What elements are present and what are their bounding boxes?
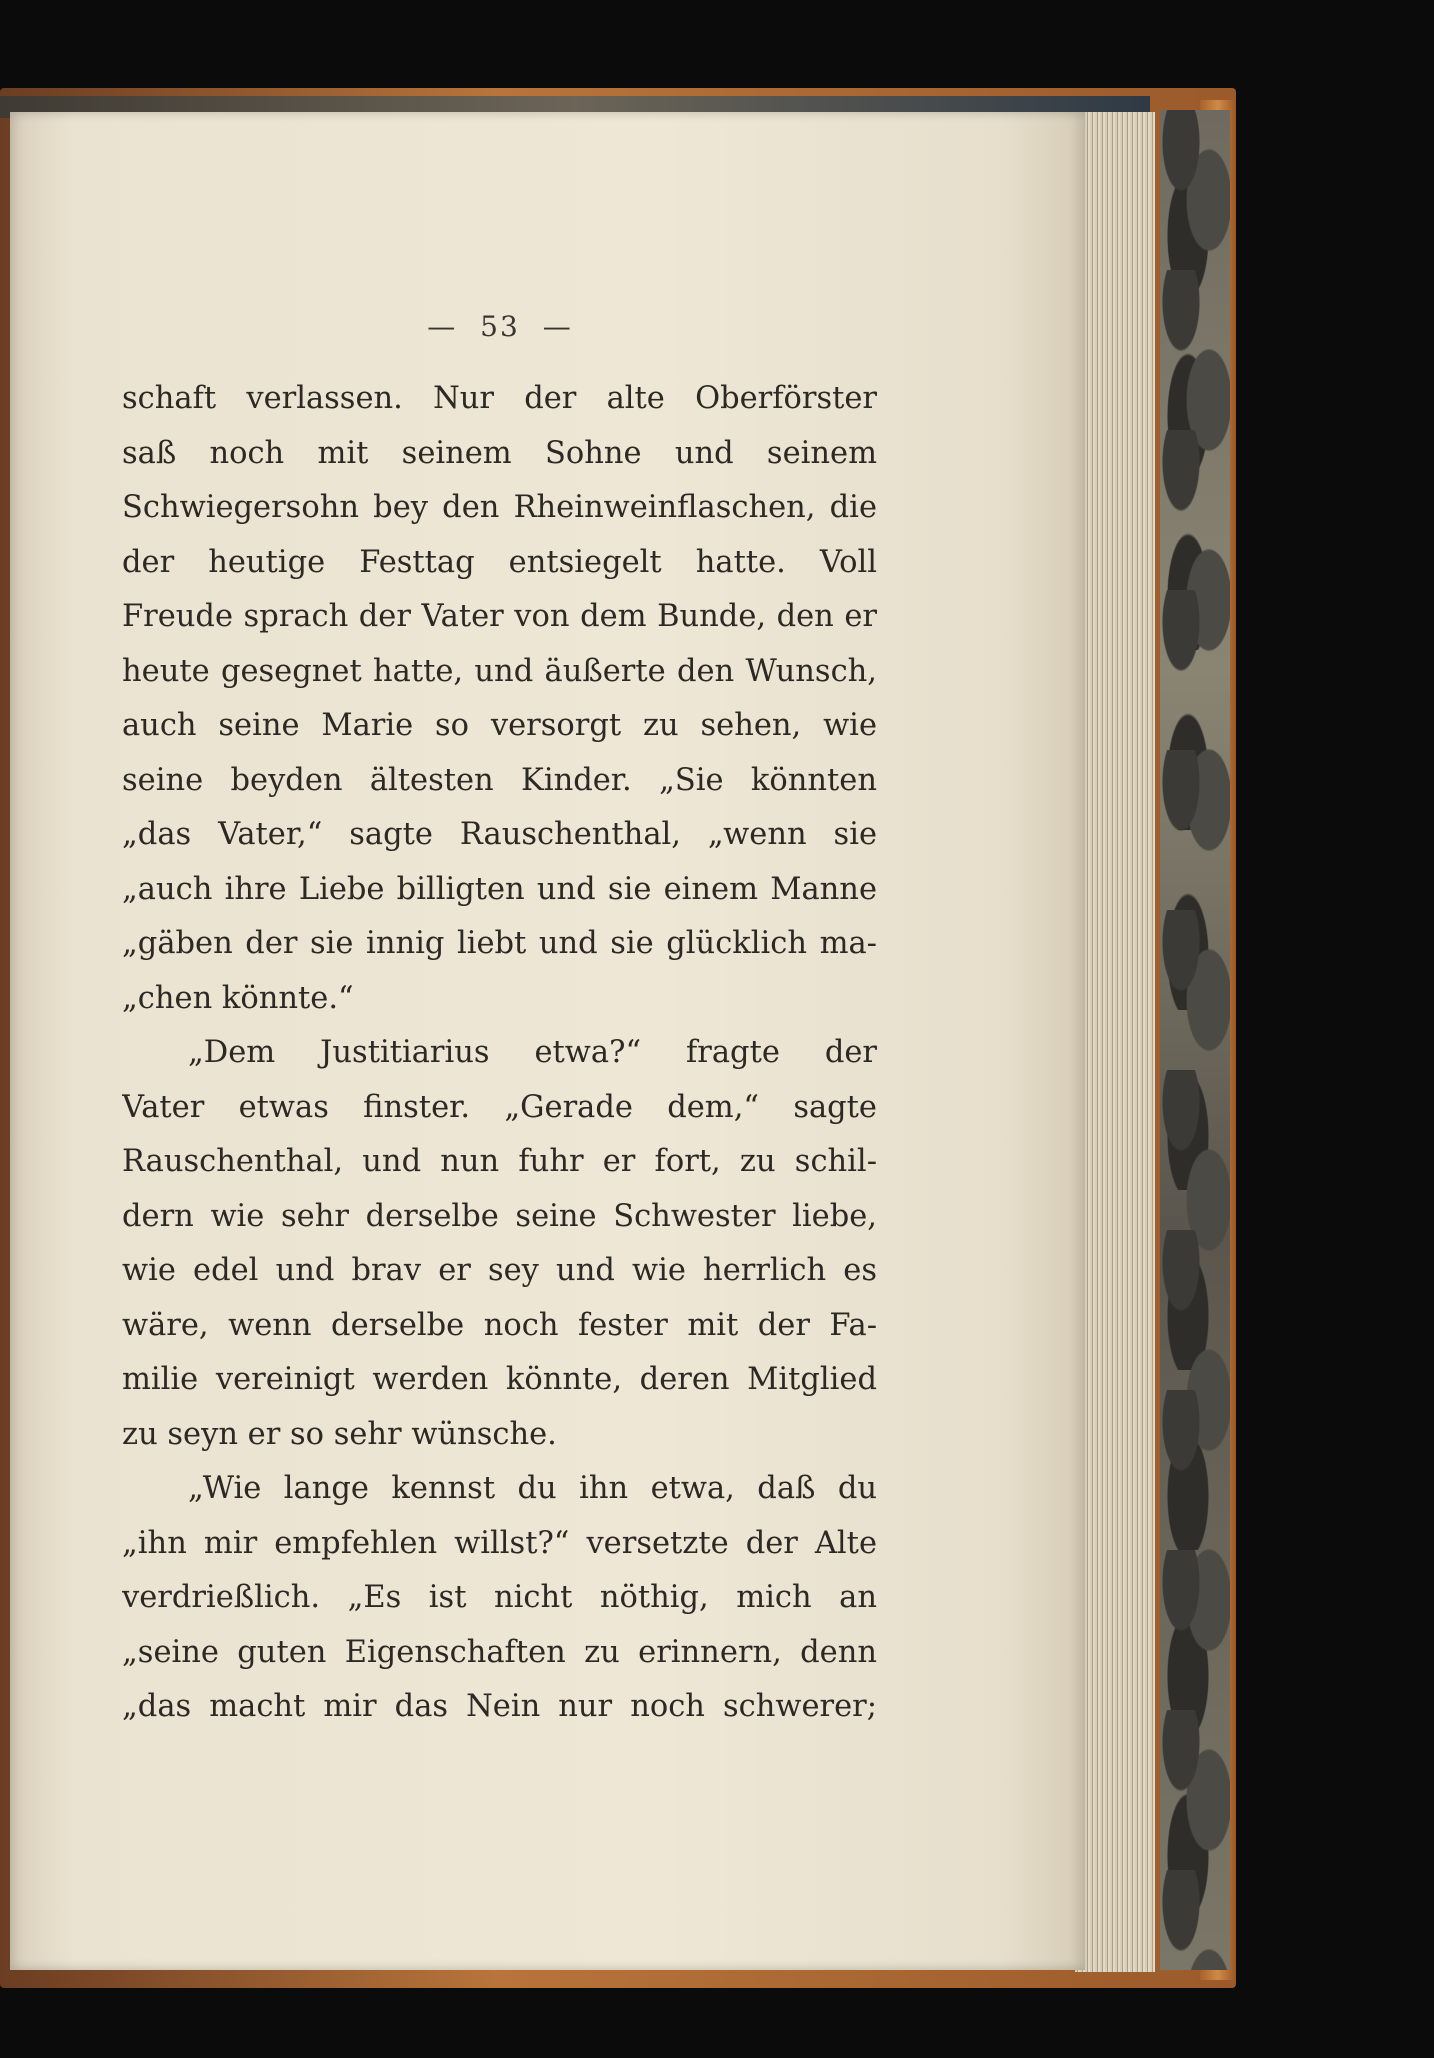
text-line: Freude sprach der Vater von dem Bunde, den er xyxy=(122,599,877,634)
text-line: „auch ihre Liebe billigten und sie einem Manne xyxy=(122,871,877,907)
text-line: saß noch mit seinem Sohne und seinem xyxy=(122,435,877,471)
text-line: „das Vater,“ sagte Rauschenthal, „wenn sie xyxy=(122,817,877,852)
header-dash-right: — xyxy=(542,310,573,343)
text-line: heute gesegnet hatte, und äußerte den Wunsch, xyxy=(122,653,877,689)
text-line: der heutige Festtag entsiegelt hatte. Voll xyxy=(122,544,877,580)
text-line: Vater etwas finster. „Gerade dem,“ sagte xyxy=(122,1089,877,1125)
page-header xyxy=(370,310,630,343)
text-line: wäre, wenn derselbe noch fester mit der Fa- xyxy=(122,1307,877,1343)
text-line: „das macht mir das Nein nur noch schwerer; xyxy=(122,1689,877,1724)
text-line: schaft verlassen. Nur der alte Oberförster xyxy=(122,381,877,416)
text-line: „Dem Justitiarius etwa?“ fragte der xyxy=(188,1035,877,1070)
text-line: „ihn mir empfehlen willst?“ versetzte der Alte xyxy=(122,1525,877,1561)
text-line: Rauschenthal, und nun fuhr er fort, zu schil- xyxy=(122,1144,877,1179)
text-line: zu seyn er so sehr wünsche. xyxy=(122,1416,557,1452)
text-line: verdrießlich. „Es ist nicht nöthig, mich an xyxy=(122,1580,877,1615)
marbled-cover-edge xyxy=(1160,110,1230,1970)
text-line: dern wie sehr derselbe seine Schwester liebe, xyxy=(122,1198,877,1234)
text-line: Schwiegersohn bey den Rheinweinflaschen, die xyxy=(122,490,877,525)
text-line: „Wie lange kennst du ihn etwa, daß du xyxy=(188,1471,877,1506)
text-line: milie vereinigt werden könnte, deren Mitglied xyxy=(122,1362,877,1397)
text-line: wie edel und brav er sey und wie herrlich es xyxy=(122,1253,877,1288)
text-line: „seine guten Eigenschaften zu erinnern, denn xyxy=(122,1634,877,1670)
header-dash-left: — xyxy=(427,310,458,343)
page-body-text xyxy=(122,372,877,1735)
page-edges xyxy=(1075,112,1155,1972)
text-line: „chen könnte.“ xyxy=(122,980,354,1016)
text-line: „gäben der sie innig liebt und sie glücklich ma- xyxy=(122,926,877,961)
page-number: 53 xyxy=(480,310,520,343)
text-line: auch seine Marie so versorgt zu sehen, wie xyxy=(122,708,877,743)
text-line: seine beyden ältesten Kinder. „Sie könnten xyxy=(122,762,877,798)
